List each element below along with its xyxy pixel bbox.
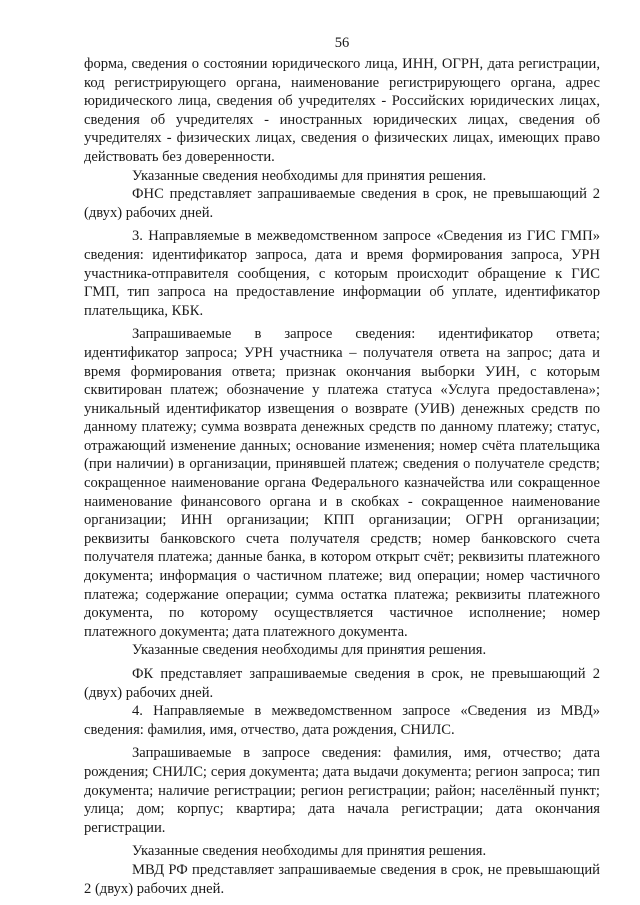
paragraph-decision-note-3: Указанные сведения необходимы для принятия решения. xyxy=(132,843,487,860)
paragraph-fk-deadline: ФК представляет запрашиваемые сведения в срок, не превышающий 2 (двух) рабочих дней. xyxy=(84,666,600,701)
paragraph-fns-fields: форма, сведения о состоянии юридического лица, ИНН, ОГРН, дата регистрации, код регистрирующего органа, наименование регистрирующего органа, адрес юридического лица, сведения об учредителях - Российских юридических лицах, сведения об учредителях - иностранных юридических лицах, сведения об учредителях - физических лицах, сведения о физических лицах, имеющих право действовать без доверенности. xyxy=(84,56,600,165)
document-body xyxy=(84,55,600,898)
paragraph-mvd-deadline: МВД РФ представляет запрашиваемые сведения в срок, не превышающий 2 (двух) рабочих дней. xyxy=(84,861,600,897)
paragraph-section-3-requested-data: Запрашиваемые в запросе сведения: идентификатор ответа; идентификатор запроса; УРН участника – получателя ответа на запрос; дата и время формирования ответа; признак окончания выборки УИН, с которым сквитирован платеж; обозначение у платежа статуса «Услуга предоставлена»; уникальный идентификатор извещения о возврате (УИВ) денежных средств по данному платежу; сумма возврата денежных средств по данному платежу; статус, отражающий изменение данных; основание изменения; номер счёта плательщика (при наличии) в организации, принявшей платеж; сведения о получателе средств; сокращенное наименование органа Федерального казначейства или сокращенное наименование финансового органа и в скобках - сокращенное наименование организации; ИНН организации; КПП организации; ОГРН организации; реквизиты банковского счета получателя средств; номер банковского счета получателя платежа; данные банка, в котором открыт счёт; реквизиты платежного документа; информация о частичном платеже; вид операции; номер частичного платежа; содержание операции; сумма остатка платежа; реквизиты платежного документа, по которому осуществляется частичное исполнение; номер платежного документа; дата платежного документа. xyxy=(84,326,600,640)
page-number: 56 xyxy=(334,35,350,51)
paragraph-section-4-request: 4. Направляемые в межведомственном запросе «Сведения из МВД» сведения: фамилия, имя, отчество, дата рождения, СНИЛС. xyxy=(84,703,600,738)
paragraph-section-3-request: 3. Направляемые в межведомственном запросе «Сведения из ГИС ГМП» сведения: идентификатор запроса, дата и время формирования запроса, УРН участника-отправителя сообщения, с которым происходит обращение к ГИС ГМП, тип запроса на предоставление информации об уплате, идентификатор плательщика, КБК. xyxy=(84,228,600,319)
paragraph-section-4-requested-data: Запрашиваемые в запросе сведения: фамилия, имя, отчество; дата рождения; СНИЛС; серия документа; дата выдачи документа; регион запроса; тип документа; наличие регистрации; регион регистрации; район; населённый пункт; улица; дом; корпус; квартира; дата начала регистрации; дата окончания регистрации. xyxy=(84,745,600,836)
paragraph-decision-note-1: Указанные сведения необходимы для принятия решения. xyxy=(132,167,487,184)
paragraph-decision-note-2: Указанные сведения необходимы для принятия решения. xyxy=(132,642,487,659)
paragraph-fns-deadline: ФНС представляет запрашиваемые сведения в срок, не превышающий 2 (двух) рабочих дней. xyxy=(84,186,600,221)
